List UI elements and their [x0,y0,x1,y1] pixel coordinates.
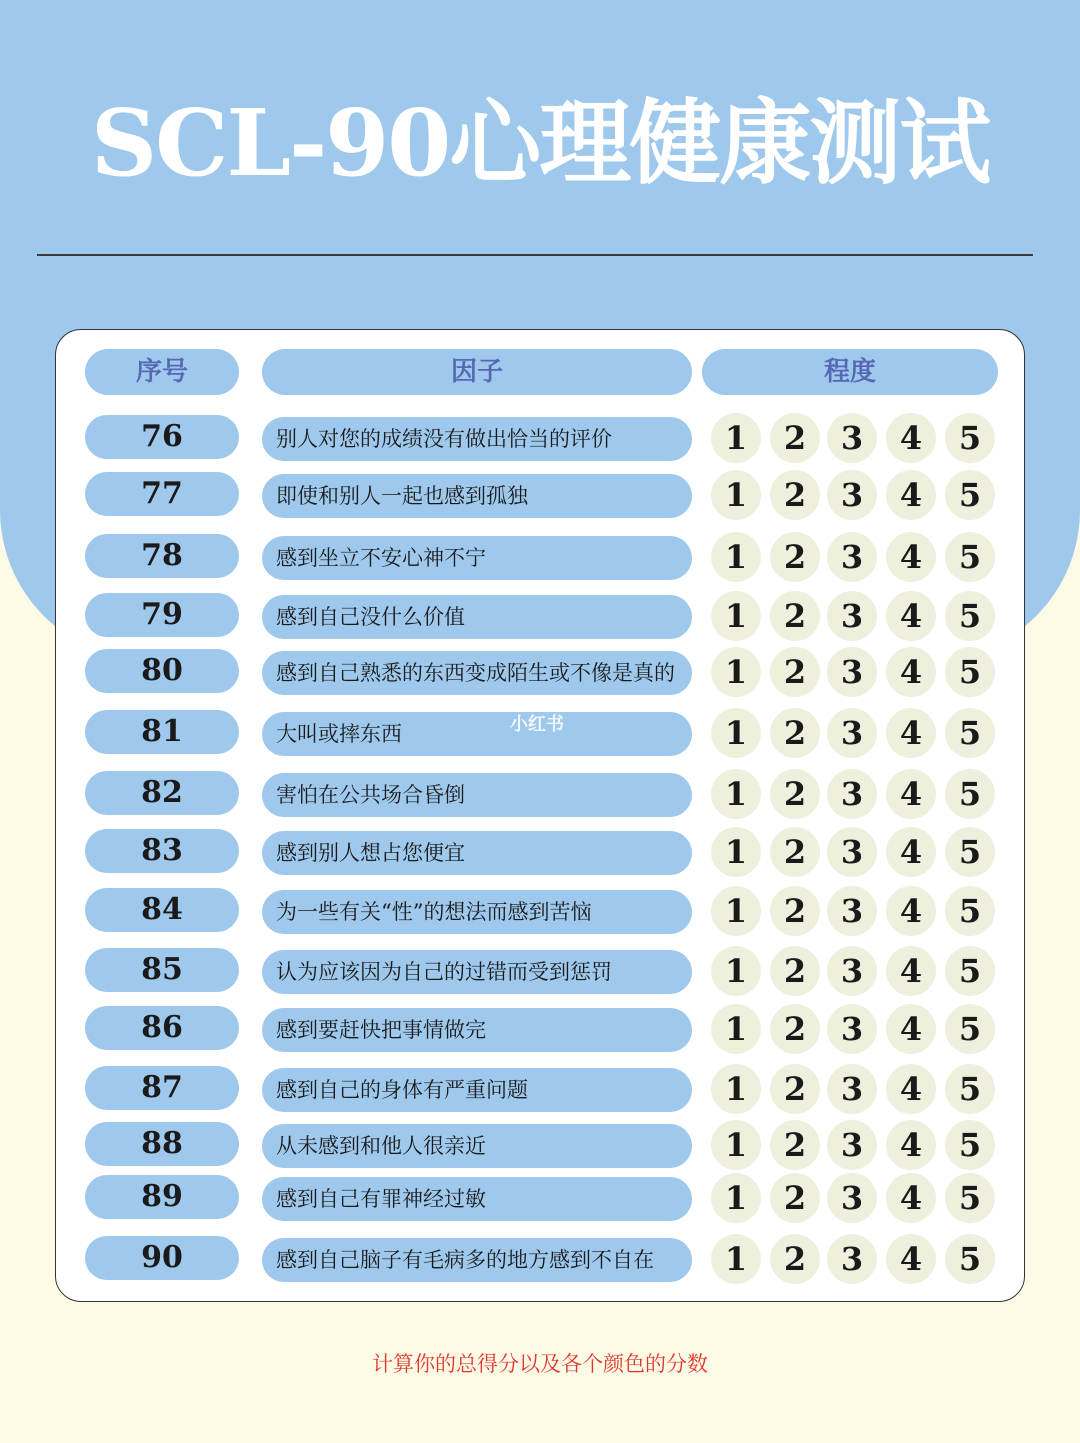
rating-option-3[interactable]: 3 [827,470,877,520]
rating-option-2[interactable]: 2 [770,946,820,996]
rating-option-5[interactable]: 5 [945,1120,995,1170]
rating-option-5[interactable]: 5 [945,827,995,877]
question-factor: 感到自己有罪神经过敏 [262,1177,692,1221]
rating-option-3[interactable]: 3 [827,1173,877,1223]
rating-option-3[interactable]: 3 [827,413,877,463]
rating-option-2[interactable]: 2 [770,470,820,520]
question-number: 77 [85,472,239,516]
column-header-degree: 程度 [702,349,998,395]
rating-option-5[interactable]: 5 [945,647,995,697]
rating-option-4[interactable]: 4 [886,769,936,819]
rating-option-3[interactable]: 3 [827,1004,877,1054]
rating-option-5[interactable]: 5 [945,1064,995,1114]
question-number: 79 [85,593,239,637]
rating-option-4[interactable]: 4 [886,591,936,641]
rating-option-5[interactable]: 5 [945,591,995,641]
rating-option-2[interactable]: 2 [770,769,820,819]
rating-option-4[interactable]: 4 [886,1120,936,1170]
rating-option-3[interactable]: 3 [827,769,877,819]
rating-option-2[interactable]: 2 [770,1004,820,1054]
rating-option-2[interactable]: 2 [770,647,820,697]
rating-option-1[interactable]: 1 [711,647,761,697]
question-number: 84 [85,888,239,932]
rating-option-3[interactable]: 3 [827,1064,877,1114]
page-title: SCL-90心理健康测试 [90,89,990,197]
question-number: 83 [85,829,239,873]
question-number: 76 [85,415,239,459]
rating-option-4[interactable]: 4 [886,1234,936,1284]
rating-option-4[interactable]: 4 [886,1173,936,1223]
rating-option-4[interactable]: 4 [886,708,936,758]
rating-option-1[interactable]: 1 [711,946,761,996]
question-factor: 即使和别人一起也感到孤独 [262,474,692,518]
rating-option-5[interactable]: 5 [945,413,995,463]
rating-option-1[interactable]: 1 [711,1004,761,1054]
question-factor: 大叫或摔东西 [262,712,692,756]
rating-option-5[interactable]: 5 [945,708,995,758]
rating-option-2[interactable]: 2 [770,413,820,463]
question-factor: 从未感到和他人很亲近 [262,1124,692,1168]
rating-option-5[interactable]: 5 [945,886,995,936]
rating-option-5[interactable]: 5 [945,532,995,582]
rating-option-5[interactable]: 5 [945,470,995,520]
rating-option-5[interactable]: 5 [945,1234,995,1284]
question-factor: 感到自己没什么价值 [262,595,692,639]
rating-option-5[interactable]: 5 [945,946,995,996]
question-number: 87 [85,1066,239,1110]
rating-option-2[interactable]: 2 [770,1234,820,1284]
rating-option-2[interactable]: 2 [770,532,820,582]
column-header-factor: 因子 [262,349,692,395]
question-factor: 为一些有关“性”的想法而感到苦恼 [262,890,692,934]
rating-option-4[interactable]: 4 [886,413,936,463]
rating-option-3[interactable]: 3 [827,532,877,582]
question-factor: 感到别人想占您便宜 [262,831,692,875]
rating-option-2[interactable]: 2 [770,1064,820,1114]
question-factor: 感到坐立不安心神不宁 [262,536,692,580]
rating-option-2[interactable]: 2 [770,1120,820,1170]
question-number: 78 [85,534,239,578]
rating-option-4[interactable]: 4 [886,1004,936,1054]
rating-option-1[interactable]: 1 [711,769,761,819]
question-factor: 认为应该因为自己的过错而受到惩罚 [262,950,692,994]
questionnaire-card [55,329,1025,1302]
rating-option-1[interactable]: 1 [711,886,761,936]
rating-option-1[interactable]: 1 [711,532,761,582]
rating-option-5[interactable]: 5 [945,1004,995,1054]
question-factor: 感到自己的身体有严重问题 [262,1068,692,1112]
watermark: 小红书 [510,714,564,735]
rating-option-4[interactable]: 4 [886,470,936,520]
rating-option-2[interactable]: 2 [770,1173,820,1223]
question-factor: 感到要赶快把事情做完 [262,1008,692,1052]
rating-option-4[interactable]: 4 [886,1064,936,1114]
rating-option-3[interactable]: 3 [827,827,877,877]
rating-option-1[interactable]: 1 [711,1173,761,1223]
rating-option-3[interactable]: 3 [827,886,877,936]
rating-option-1[interactable]: 1 [711,1234,761,1284]
question-number: 86 [85,1006,239,1050]
rating-option-4[interactable]: 4 [886,946,936,996]
question-factor: 感到自己脑子有毛病多的地方感到不自在 [262,1238,692,1282]
rating-option-1[interactable]: 1 [711,470,761,520]
rating-option-1[interactable]: 1 [711,591,761,641]
rating-option-3[interactable]: 3 [827,1234,877,1284]
question-number: 88 [85,1122,239,1166]
question-factor: 感到自己熟悉的东西变成陌生或不像是真的 [262,651,692,695]
question-number: 90 [85,1236,239,1280]
rating-option-3[interactable]: 3 [827,708,877,758]
rating-option-3[interactable]: 3 [827,1120,877,1170]
rating-option-2[interactable]: 2 [770,827,820,877]
question-number: 80 [85,649,239,693]
question-number: 81 [85,710,239,754]
question-number: 89 [85,1175,239,1219]
rating-option-3[interactable]: 3 [827,647,877,697]
title-divider [37,254,1033,256]
question-factor: 别人对您的成绩没有做出恰当的评价 [262,417,692,461]
rating-option-1[interactable]: 1 [711,1064,761,1114]
rating-option-4[interactable]: 4 [886,886,936,936]
rating-option-3[interactable]: 3 [827,591,877,641]
rating-option-2[interactable]: 2 [770,708,820,758]
rating-option-3[interactable]: 3 [827,946,877,996]
rating-option-4[interactable]: 4 [886,827,936,877]
rating-option-4[interactable]: 4 [886,647,936,697]
rating-option-4[interactable]: 4 [886,532,936,582]
footer-note: 计算你的总得分以及各个颜色的分数 [372,1352,708,1376]
question-factor: 害怕在公共场合昏倒 [262,773,692,817]
column-header-number: 序号 [85,349,239,395]
rating-option-5[interactable]: 5 [945,769,995,819]
rating-option-2[interactable]: 2 [770,886,820,936]
rating-option-1[interactable]: 1 [711,708,761,758]
rating-option-1[interactable]: 1 [711,827,761,877]
rating-option-5[interactable]: 5 [945,1173,995,1223]
rating-option-2[interactable]: 2 [770,591,820,641]
rating-option-1[interactable]: 1 [711,413,761,463]
question-number: 82 [85,771,239,815]
question-number: 85 [85,948,239,992]
rating-option-1[interactable]: 1 [711,1120,761,1170]
